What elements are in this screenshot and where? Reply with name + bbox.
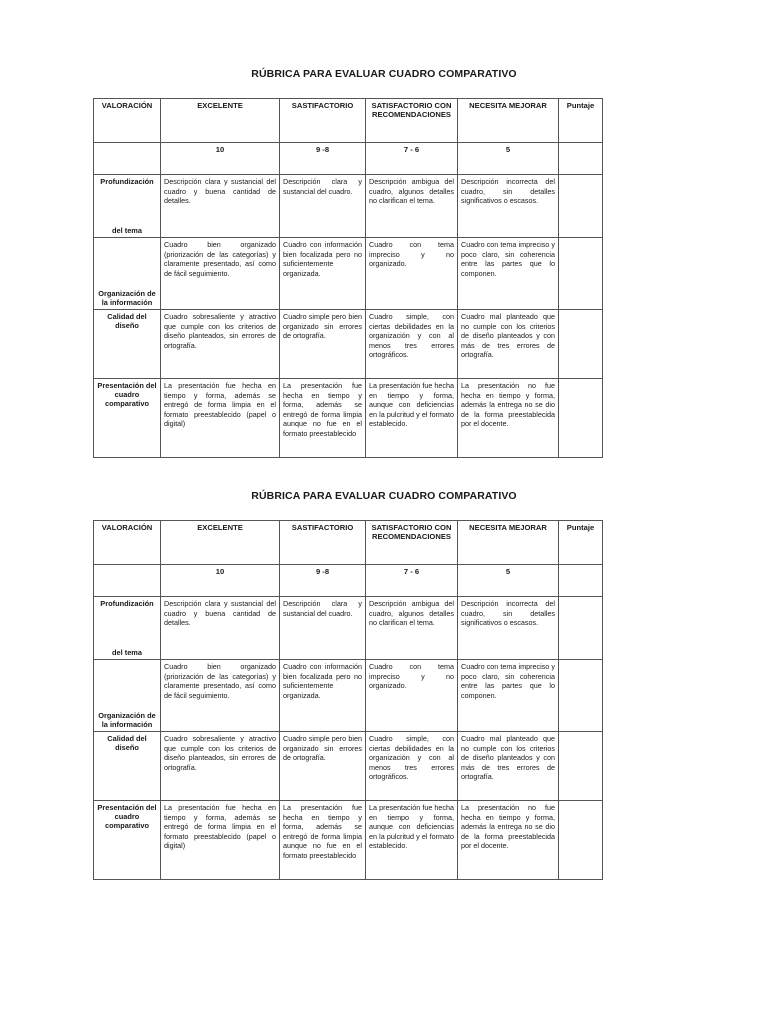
criterion-label: Profundización bbox=[100, 599, 154, 608]
descriptor-cell: Cuadro sobresaliente y atractivo que cumple con los criterios de diseño planteados, sin errores de ortografía. bbox=[161, 732, 280, 801]
criterion-cell bbox=[94, 801, 161, 880]
puntaje-cell[interactable] bbox=[559, 801, 603, 880]
table-row bbox=[94, 175, 603, 238]
descriptor-cell: Cuadro bien organizado (priorización de las categorías) y claramente presentado, así como de fácil seguimiento. bbox=[161, 238, 280, 310]
descriptor-cell: Cuadro con tema impreciso y poco claro, sin coherencia entre las partes que lo componen. bbox=[458, 660, 559, 732]
score-puntaje bbox=[559, 565, 603, 597]
criterion-cell bbox=[94, 660, 161, 732]
descriptor-cell: Cuadro simple pero bien organizado sin errores de ortografía. bbox=[280, 310, 366, 379]
descriptor-cell: Cuadro con tema impreciso y no organizado. bbox=[366, 238, 458, 310]
header-necesita-mejorar: NECESITA MEJORAR bbox=[458, 99, 559, 143]
puntaje-cell[interactable] bbox=[559, 597, 603, 660]
descriptor-cell: Descripción ambigua del cuadro, algunos detalles no clarifican el tema. bbox=[366, 597, 458, 660]
descriptor-cell: Descripción ambigua del cuadro, algunos detalles no clarifican el tema. bbox=[366, 175, 458, 238]
descriptor-cell: La presentación fue hecha en tiempo y forma, aunque con deficiencias en la pulcritud y el formato establecido. bbox=[366, 801, 458, 880]
header-excelente: EXCELENTE bbox=[161, 99, 280, 143]
descriptor-cell: La presentación fue hecha en tiempo y forma, además se entregó de forma limpia en el formato preestablecido (papel o digital) bbox=[161, 379, 280, 458]
rubric-title: RÚBRICA PARA EVALUAR CUADRO COMPARATIVO bbox=[251, 68, 517, 80]
score-row bbox=[94, 143, 603, 175]
criterion-cell bbox=[94, 310, 161, 379]
header-row bbox=[94, 521, 603, 565]
table-row bbox=[94, 801, 603, 880]
descriptor-cell: Descripción incorrecta del cuadro, sin detalles significativos o escasos. bbox=[458, 175, 559, 238]
descriptor-cell: Cuadro con información bien focalizada pero no suficientemente organizada. bbox=[280, 660, 366, 732]
score-satisfactorio: 9 -8 bbox=[280, 565, 366, 597]
table-row bbox=[94, 238, 603, 310]
criterion-cell bbox=[94, 175, 161, 238]
score-cell bbox=[94, 565, 161, 597]
rubric-title: RÚBRICA PARA EVALUAR CUADRO COMPARATIVO bbox=[251, 490, 517, 502]
descriptor-cell: Descripción clara y sustancial del cuadro y buena cantidad de detalles. bbox=[161, 597, 280, 660]
header-necesita-mejorar: NECESITA MEJORAR bbox=[458, 521, 559, 565]
descriptor-cell: Cuadro con tema impreciso y poco claro, sin coherencia entre las partes que lo componen. bbox=[458, 238, 559, 310]
descriptor-cell: Cuadro sobresaliente y atractivo que cumple con los criterios de diseño planteados, sin errores de ortografía. bbox=[161, 310, 280, 379]
descriptor-cell: Cuadro simple, con ciertas debilidades en la organización y con al menos tres errores ortográficos. bbox=[366, 310, 458, 379]
criterion-label: Profundización bbox=[100, 177, 154, 186]
score-necesita-mejorar: 5 bbox=[458, 565, 559, 597]
criterion-cell bbox=[94, 379, 161, 458]
header-excelente: EXCELENTE bbox=[161, 521, 280, 565]
criterion-label: Calidad del diseño bbox=[107, 734, 147, 752]
descriptor-cell: Cuadro simple, con ciertas debilidades en la organización y con al menos tres errores ortográficos. bbox=[366, 732, 458, 801]
score-satisfactorio: 9 -8 bbox=[280, 143, 366, 175]
table-row bbox=[94, 379, 603, 458]
score-satisfactorio-recomendaciones: 7 - 6 bbox=[366, 565, 458, 597]
descriptor-cell: Cuadro mal planteado que no cumple con los criterios de diseño planteados y con más de tres errores de ortografía. bbox=[458, 732, 559, 801]
descriptor-cell: La presentación fue hecha en tiempo y forma, aunque con deficiencias en la pulcritud y el formato establecido. bbox=[366, 379, 458, 458]
descriptor-cell: La presentación fue hecha en tiempo y forma, además se entregó de forma limpia aunque no fue en el formato preestablecido bbox=[280, 801, 366, 880]
score-row bbox=[94, 565, 603, 597]
rubric-table bbox=[93, 520, 603, 880]
criterion-label-bottom: Organización de la información bbox=[98, 711, 156, 729]
header-valoracion: VALORACIÓN bbox=[94, 521, 161, 565]
descriptor-cell: Descripción clara y sustancial del cuadro. bbox=[280, 597, 366, 660]
criterion-label: Presentación del cuadro comparativo bbox=[97, 803, 157, 830]
table-row bbox=[94, 310, 603, 379]
puntaje-cell[interactable] bbox=[559, 379, 603, 458]
criterion-label-bottom: del tema bbox=[112, 648, 142, 657]
score-excelente: 10 bbox=[161, 565, 280, 597]
header-valoracion: VALORACIÓN bbox=[94, 99, 161, 143]
descriptor-cell: Cuadro con información bien focalizada pero no suficientemente organizada. bbox=[280, 238, 366, 310]
header-satisfactorio: SASTIFACTORIO bbox=[280, 521, 366, 565]
table-row bbox=[94, 732, 603, 801]
header-puntaje: Puntaje bbox=[559, 521, 603, 565]
criterion-label: Presentación del cuadro comparativo bbox=[97, 381, 157, 408]
header-puntaje: Puntaje bbox=[559, 99, 603, 143]
descriptor-cell: Descripción clara y sustancial del cuadro. bbox=[280, 175, 366, 238]
puntaje-cell[interactable] bbox=[559, 660, 603, 732]
descriptor-cell: Cuadro bien organizado (priorización de las categorías) y claramente presentado, así como de fácil seguimiento. bbox=[161, 660, 280, 732]
puntaje-cell[interactable] bbox=[559, 238, 603, 310]
criterion-label: Calidad del diseño bbox=[107, 312, 147, 330]
header-row bbox=[94, 99, 603, 143]
descriptor-cell: Descripción clara y sustancial del cuadro y buena cantidad de detalles. bbox=[161, 175, 280, 238]
descriptor-cell: La presentación fue hecha en tiempo y forma, además se entregó de forma limpia en el formato preestablecido (papel o digital) bbox=[161, 801, 280, 880]
descriptor-cell: La presentación no fue hecha en tiempo y forma, además la entrega no se dio de la forma preestablecida por el docente. bbox=[458, 379, 559, 458]
criterion-label-bottom: Organización de la información bbox=[98, 289, 156, 307]
puntaje-cell[interactable] bbox=[559, 175, 603, 238]
puntaje-cell[interactable] bbox=[559, 310, 603, 379]
descriptor-cell: La presentación no fue hecha en tiempo y forma, además la entrega no se dio de la forma preestablecida por el docente. bbox=[458, 801, 559, 880]
criterion-cell bbox=[94, 732, 161, 801]
score-necesita-mejorar: 5 bbox=[458, 143, 559, 175]
descriptor-cell: La presentación fue hecha en tiempo y forma, además se entregó de forma limpia aunque no fue en el formato preestablecido bbox=[280, 379, 366, 458]
header-satisfactorio: SASTIFACTORIO bbox=[280, 99, 366, 143]
table-row bbox=[94, 597, 603, 660]
header-satisfactorio-recomendaciones: SATISFACTORIO CON RECOMENDACIONES bbox=[366, 99, 458, 143]
criterion-cell bbox=[94, 597, 161, 660]
score-puntaje bbox=[559, 143, 603, 175]
header-satisfactorio-recomendaciones: SATISFACTORIO CON RECOMENDACIONES bbox=[366, 521, 458, 565]
puntaje-cell[interactable] bbox=[559, 732, 603, 801]
criterion-cell bbox=[94, 238, 161, 310]
descriptor-cell: Cuadro con tema impreciso y no organizado. bbox=[366, 660, 458, 732]
score-cell bbox=[94, 143, 161, 175]
criterion-label-bottom: del tema bbox=[112, 226, 142, 235]
descriptor-cell: Cuadro simple pero bien organizado sin errores de ortografía. bbox=[280, 732, 366, 801]
table-row bbox=[94, 660, 603, 732]
score-satisfactorio-recomendaciones: 7 - 6 bbox=[366, 143, 458, 175]
rubric-table bbox=[93, 98, 603, 458]
descriptor-cell: Cuadro mal planteado que no cumple con los criterios de diseño planteados y con más de tres errores de ortografía. bbox=[458, 310, 559, 379]
score-excelente: 10 bbox=[161, 143, 280, 175]
descriptor-cell: Descripción incorrecta del cuadro, sin detalles significativos o escasos. bbox=[458, 597, 559, 660]
